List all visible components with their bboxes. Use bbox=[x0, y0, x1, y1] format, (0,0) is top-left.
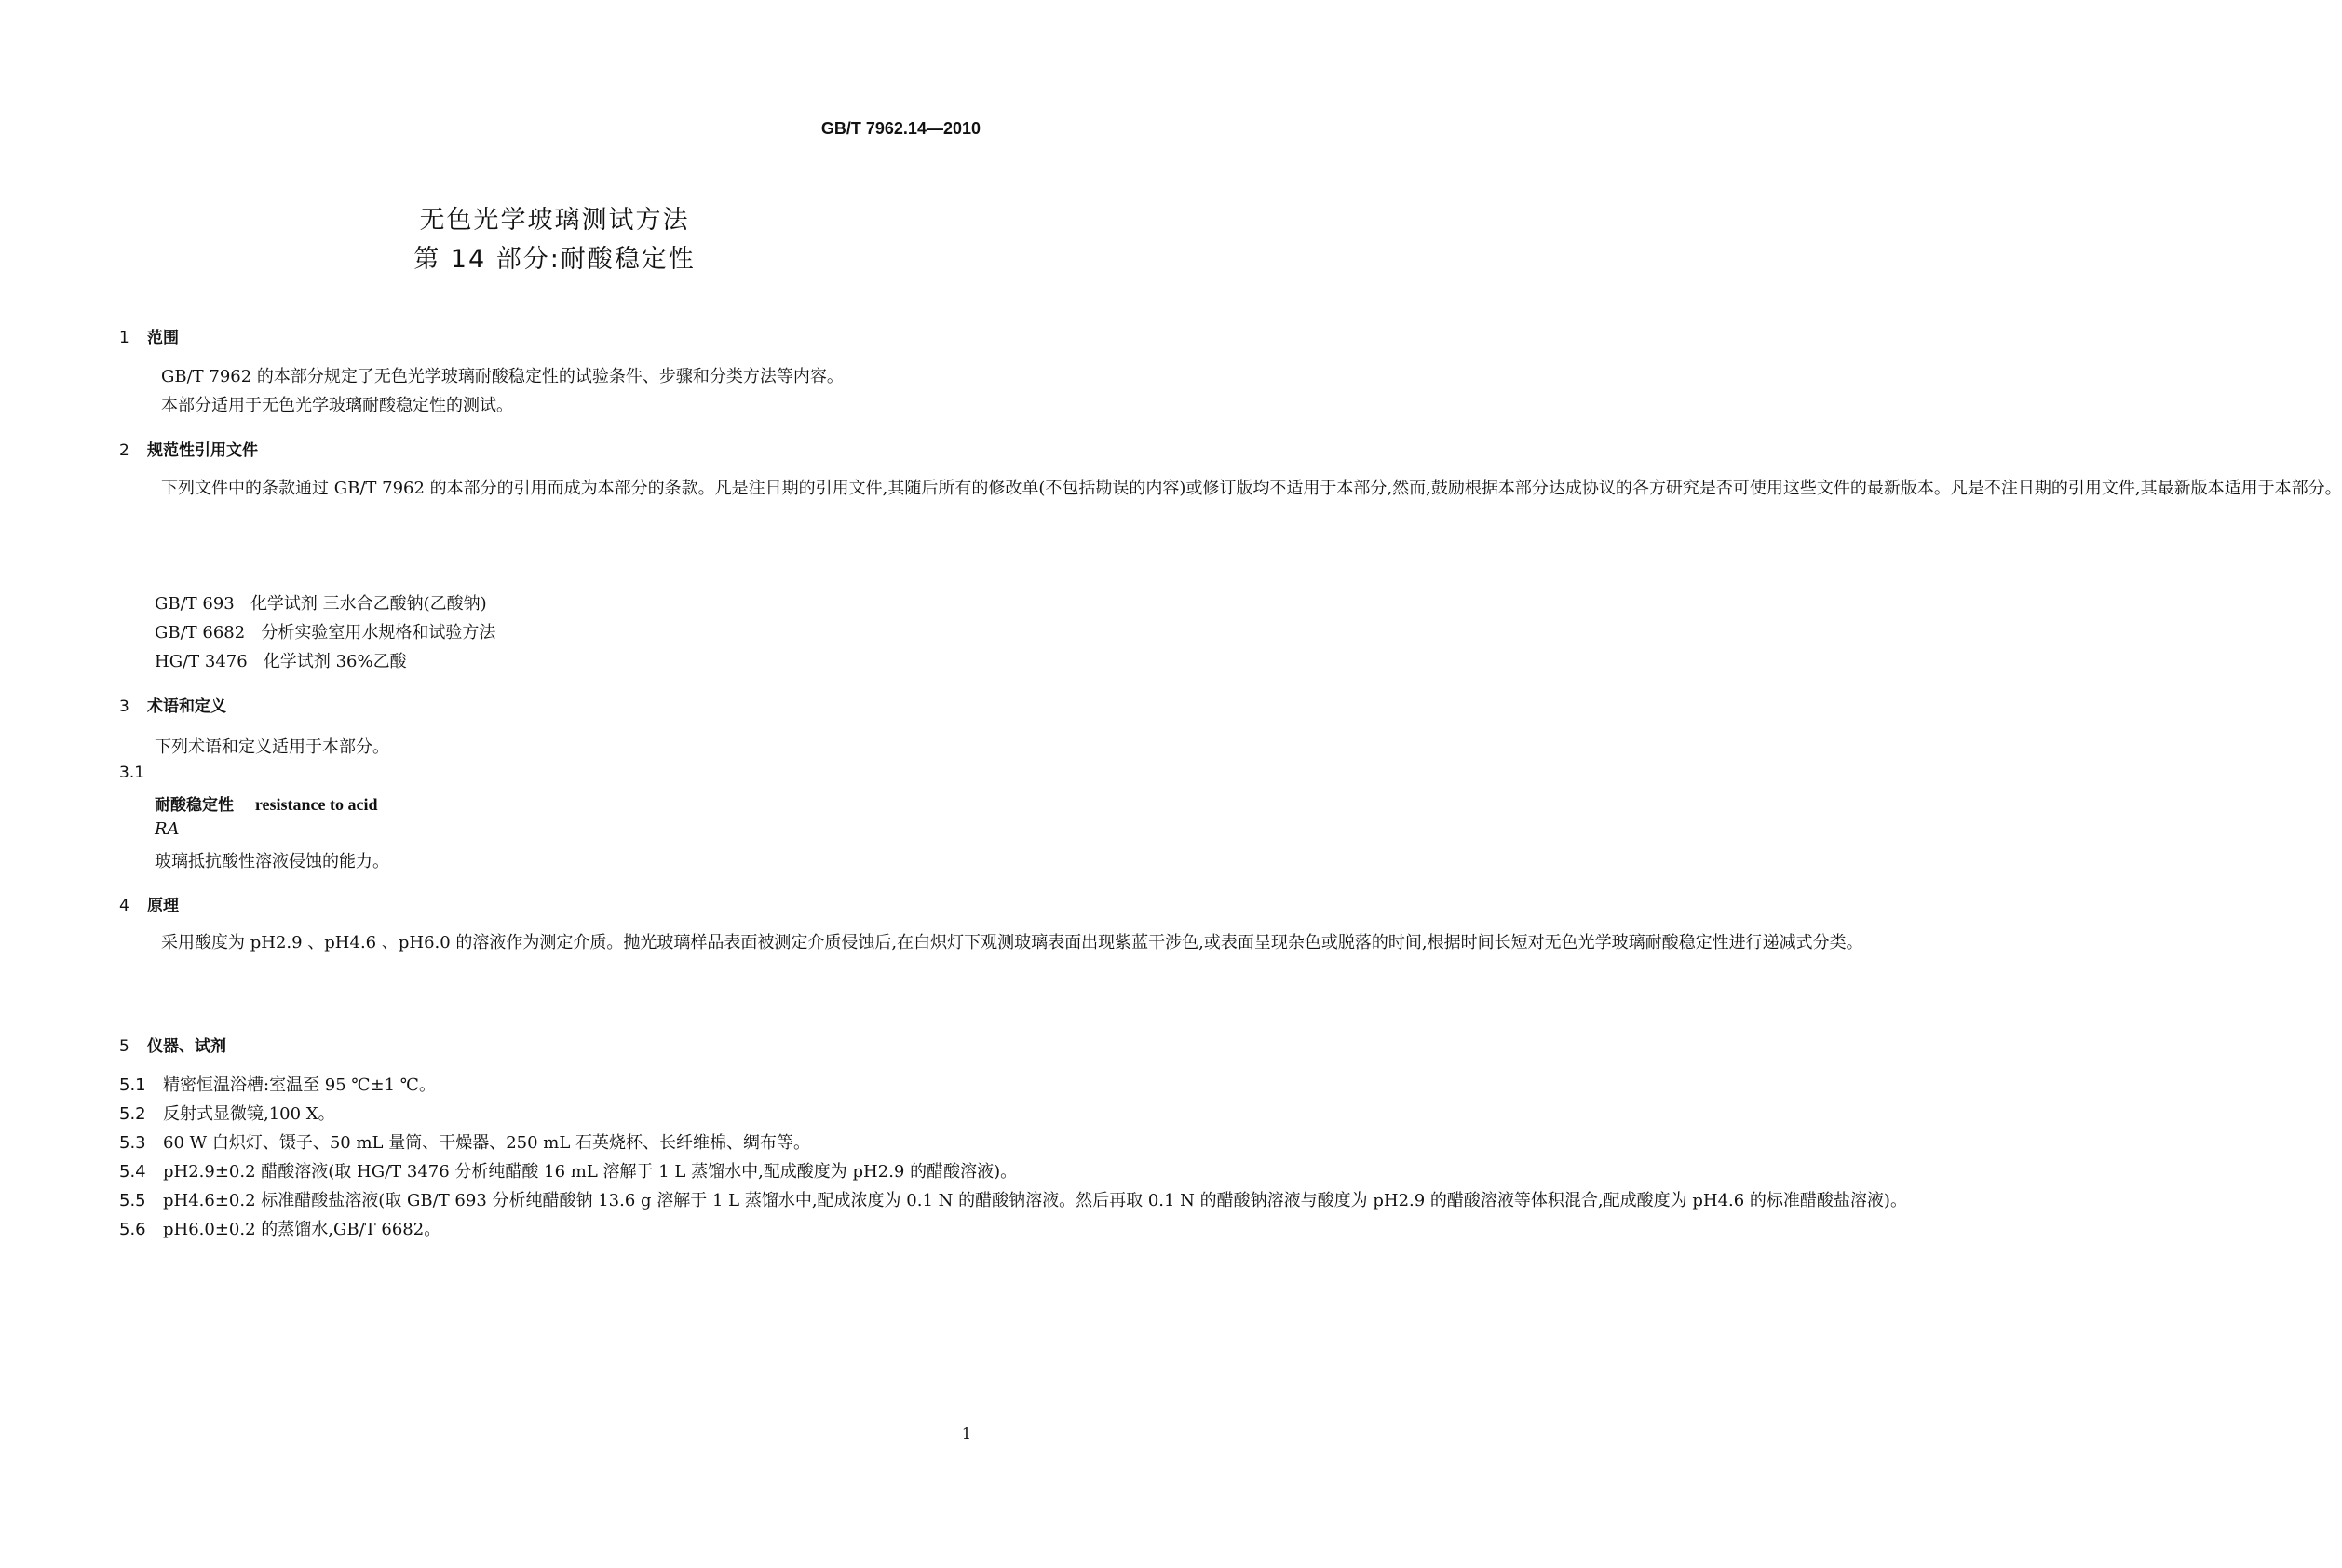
section-title: 原理 bbox=[147, 897, 179, 915]
paragraph: 本部分适用于无色光学玻璃耐酸稳定性的测试。 bbox=[161, 396, 513, 415]
item-number: 5.2 bbox=[119, 1104, 146, 1124]
list-item bbox=[119, 1100, 981, 1129]
list-item bbox=[119, 1186, 1907, 1215]
term-english: resistance to acid bbox=[254, 795, 378, 814]
term-abbreviation: RA bbox=[155, 819, 180, 839]
section-number: 2 bbox=[119, 441, 129, 460]
reference-item bbox=[155, 590, 487, 615]
reference-item bbox=[155, 648, 407, 672]
item-number: 5.4 bbox=[119, 1162, 146, 1182]
section-1-heading bbox=[119, 324, 179, 347]
document-title-line2: 第 14 部分:耐酸稳定性 bbox=[413, 245, 696, 274]
section-4-body bbox=[128, 928, 1863, 957]
term-definition: 玻璃抵抗酸性溶液侵蚀的能力。 bbox=[155, 852, 389, 872]
section-5-items bbox=[119, 1071, 1907, 1244]
paragraph: 采用酸度为 pH2.9 、pH4.6 、pH6.0 的溶液作为测定介质。抛光玻璃样品表面被测定介质侵蚀后,在白炽灯下观测玻璃表面出现紫蓝干涉色,或表面呈现杂色或脱落的时间,根据时间长短对无色光学玻璃耐酸稳定性进行递减式分类。 bbox=[161, 933, 1863, 953]
item-text: pH6.0±0.2 的蒸馏水,GB/T 6682。 bbox=[163, 1220, 441, 1239]
item-text: 精密恒温浴槽:室温至 95 ℃±1 ℃。 bbox=[163, 1075, 436, 1095]
item-text: pH4.6±0.2 标准醋酸盐溶液(取 GB/T 693 分析纯醋酸钠 13.6 g 溶解于 1 L 蒸馏水中,配成浓度为 0.1 N 的醋酸钠溶液。然后再取 0.1 N 的醋酸钠溶液与酸度为 pH2.9 的醋酸溶液等体积混合,配成酸度为 pH4.6 的标准醋酸盐溶液)。 bbox=[163, 1191, 1907, 1210]
page-number: 1 bbox=[961, 1425, 971, 1442]
document-title-line1: 无色光学玻璃测试方法 bbox=[419, 206, 690, 235]
list-item bbox=[119, 1071, 981, 1100]
section-number: 4 bbox=[119, 897, 129, 915]
reference-code: GB/T 693 bbox=[155, 594, 235, 614]
reference-code: GB/T 6682 bbox=[155, 623, 246, 642]
paragraph: 下列文件中的条款通过 GB/T 7962 的本部分的引用而成为本部分的条款。凡是注日期的引用文件,其随后所有的修改单(不包括勘误的内容)或修订版均不适用于本部分,然而,鼓励根据本部分达成协议的各方研究是否可使用这些文件的最新版本。凡是不注日期的引用文件,其最新版本适用于本部分。 bbox=[161, 479, 2342, 498]
item-text: 60 W 白炽灯、镊子、50 mL 量筒、干燥器、250 mL 石英烧杯、长纤维棉、绸布等。 bbox=[163, 1133, 811, 1153]
item-number: 5.1 bbox=[119, 1075, 146, 1095]
section-1-body bbox=[128, 362, 981, 420]
section-2-body bbox=[128, 474, 2342, 503]
standard-number: GB/T 7962.14—2010 bbox=[820, 119, 981, 138]
section-title: 仪器、试剂 bbox=[147, 1037, 226, 1056]
section-3-heading bbox=[119, 693, 226, 716]
section-number: 3 bbox=[119, 697, 129, 716]
term-entry bbox=[155, 791, 378, 815]
term-number: 3.1 bbox=[119, 764, 145, 782]
section-5-heading bbox=[119, 1033, 226, 1056]
section-number: 1 bbox=[119, 329, 129, 347]
term-chinese: 耐酸稳定性 bbox=[155, 796, 234, 815]
item-text: 反射式显微镜,100 X。 bbox=[163, 1104, 335, 1124]
item-number: 5.3 bbox=[119, 1133, 146, 1153]
section-4-heading bbox=[119, 892, 179, 915]
reference-name: 化学试剂 36%乙酸 bbox=[263, 652, 407, 671]
list-item bbox=[119, 1215, 981, 1244]
list-item bbox=[119, 1157, 1018, 1186]
item-number: 5.6 bbox=[119, 1220, 146, 1239]
reference-item bbox=[155, 619, 495, 643]
item-text: pH2.9±0.2 醋酸溶液(取 HG/T 3476 分析纯醋酸 16 mL 溶解于 1 L 蒸馏水中,配成酸度为 pH2.9 的醋酸溶液)。 bbox=[163, 1162, 1018, 1182]
section-title: 范围 bbox=[147, 329, 179, 347]
section-3-intro: 下列术语和定义适用于本部分。 bbox=[155, 737, 389, 757]
reference-name: 化学试剂 三水合乙酸钠(乙酸钠) bbox=[250, 594, 487, 614]
reference-name: 分析实验室用水规格和试验方法 bbox=[261, 623, 496, 642]
paragraph: GB/T 7962 的本部分规定了无色光学玻璃耐酸稳定性的试验条件、步骤和分类方法等内容。 bbox=[161, 367, 844, 386]
section-2-heading bbox=[119, 437, 258, 460]
item-number: 5.5 bbox=[119, 1191, 146, 1210]
list-item bbox=[119, 1129, 981, 1157]
section-title: 术语和定义 bbox=[147, 697, 226, 716]
section-number: 5 bbox=[119, 1037, 129, 1056]
section-title: 规范性引用文件 bbox=[147, 441, 258, 460]
reference-code: HG/T 3476 bbox=[155, 652, 248, 671]
